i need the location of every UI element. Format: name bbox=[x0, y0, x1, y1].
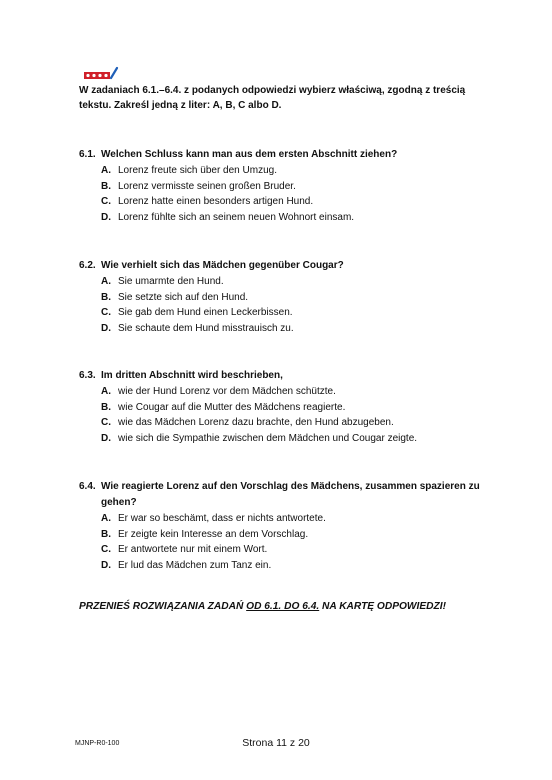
question-text: Wie verhielt sich das Mädchen gegenüber Cougar? bbox=[101, 260, 344, 271]
question bbox=[79, 479, 499, 511]
question-text: Wie reagierte Lorenz auf den Vorschlag des Mädchens, zusammen spazieren zu gehen? bbox=[101, 481, 480, 508]
question-number: 6.4. bbox=[79, 481, 96, 492]
transfer-text-end: NA KARTĘ ODPOWIEDZI! bbox=[319, 601, 446, 612]
option-b[interactable] bbox=[79, 527, 499, 543]
option-text: Er zeigte kein Interesse an dem Vorschlag. bbox=[118, 528, 309, 540]
question-number: 6.2. bbox=[79, 260, 96, 271]
question bbox=[79, 368, 499, 384]
option-letter: B. bbox=[101, 401, 111, 413]
option-letter: A. bbox=[101, 276, 111, 287]
option-letter: D. bbox=[101, 559, 111, 571]
option-c[interactable] bbox=[79, 194, 499, 210]
option-c[interactable] bbox=[79, 305, 499, 321]
question bbox=[79, 147, 499, 163]
option-text: wie sich die Sympathie zwischen dem Mädchen und Cougar zeigte. bbox=[118, 432, 418, 444]
option-letter: D. bbox=[101, 211, 111, 223]
option-letter: C. bbox=[101, 196, 111, 208]
option-letter: A. bbox=[101, 165, 111, 176]
task-6-3 bbox=[79, 368, 499, 446]
option-text: Er war so beschämt, dass er nichts antwortete. bbox=[118, 513, 326, 524]
question bbox=[79, 258, 499, 274]
option-letter: A. bbox=[101, 513, 111, 524]
option-b[interactable] bbox=[79, 179, 499, 195]
task-6-2 bbox=[79, 258, 499, 336]
question-text: Welchen Schluss kann man aus dem ersten Abschnitt ziehen? bbox=[101, 149, 398, 160]
option-text: wie Cougar auf die Mutter des Mädchens reagierte. bbox=[118, 401, 346, 413]
option-letter: D. bbox=[101, 432, 111, 444]
option-letter: B. bbox=[101, 291, 111, 303]
task-instruction: W zadaniach 6.1.–6.4. z podanych odpowiedzi wybierz właściwą, zgodną z treścią tekstu. Zakreśl jedną z liter: A, B, C albo D. bbox=[79, 85, 466, 111]
option-letter: B. bbox=[101, 180, 111, 192]
option-c[interactable] bbox=[79, 542, 499, 558]
question-text: Im dritten Abschnitt wird beschrieben, bbox=[101, 370, 283, 381]
option-letter: C. bbox=[101, 417, 111, 429]
option-a[interactable] bbox=[79, 384, 499, 400]
option-d[interactable] bbox=[79, 321, 499, 337]
option-letter: B. bbox=[101, 528, 111, 540]
question-number: 6.1. bbox=[79, 149, 96, 160]
transfer-answers-note bbox=[79, 600, 499, 614]
option-text: Sie schaute dem Hund misstrauisch zu. bbox=[118, 322, 294, 334]
option-text: wie das Mädchen Lorenz dazu brachte, den Hund abzugeben. bbox=[118, 417, 394, 429]
option-text: Lorenz hatte einen besonders artigen Hund. bbox=[118, 196, 314, 208]
option-text: Lorenz vermisste seinen großen Bruder. bbox=[118, 180, 296, 192]
option-text: Lorenz freute sich über den Umzug. bbox=[118, 165, 277, 176]
option-text: Er lud das Mädchen zum Tanz ein. bbox=[118, 559, 272, 571]
option-d[interactable] bbox=[79, 558, 499, 574]
option-letter: C. bbox=[101, 544, 111, 556]
option-c[interactable] bbox=[79, 415, 499, 431]
option-text: Sie gab dem Hund einen Leckerbissen. bbox=[118, 307, 293, 319]
transfer-task-range: OD 6.1. DO 6.4. bbox=[246, 601, 320, 612]
task-6-4 bbox=[79, 479, 499, 573]
question-number: 6.3. bbox=[79, 370, 96, 381]
option-letter: C. bbox=[101, 307, 111, 319]
option-text: wie der Hund Lorenz vor dem Mädchen schützte. bbox=[118, 386, 336, 397]
task-6-1 bbox=[79, 147, 499, 225]
option-a[interactable] bbox=[79, 274, 499, 290]
option-letter: D. bbox=[101, 322, 111, 334]
abcd-circle-pen-icon bbox=[83, 66, 119, 82]
transfer-text-start: PRZENIEŚ ROZWIĄZANIA ZADAŃ bbox=[79, 601, 247, 612]
option-text: Lorenz fühlte sich an seinem neuen Wohnort einsam. bbox=[118, 211, 355, 223]
option-a[interactable] bbox=[79, 163, 499, 179]
option-a[interactable] bbox=[79, 511, 499, 527]
option-b[interactable] bbox=[79, 400, 499, 416]
option-letter: A. bbox=[101, 386, 111, 397]
page-number: Strona 11 z 20 bbox=[242, 737, 310, 749]
option-b[interactable] bbox=[79, 290, 499, 306]
exam-code: MJNP-R0-100 bbox=[75, 740, 120, 747]
option-text: Er antwortete nur mit einem Wort. bbox=[118, 544, 268, 556]
option-d[interactable] bbox=[79, 210, 499, 226]
option-text: Sie umarmte den Hund. bbox=[118, 276, 224, 287]
option-text: Sie setzte sich auf den Hund. bbox=[118, 291, 249, 303]
option-d[interactable] bbox=[79, 431, 499, 447]
